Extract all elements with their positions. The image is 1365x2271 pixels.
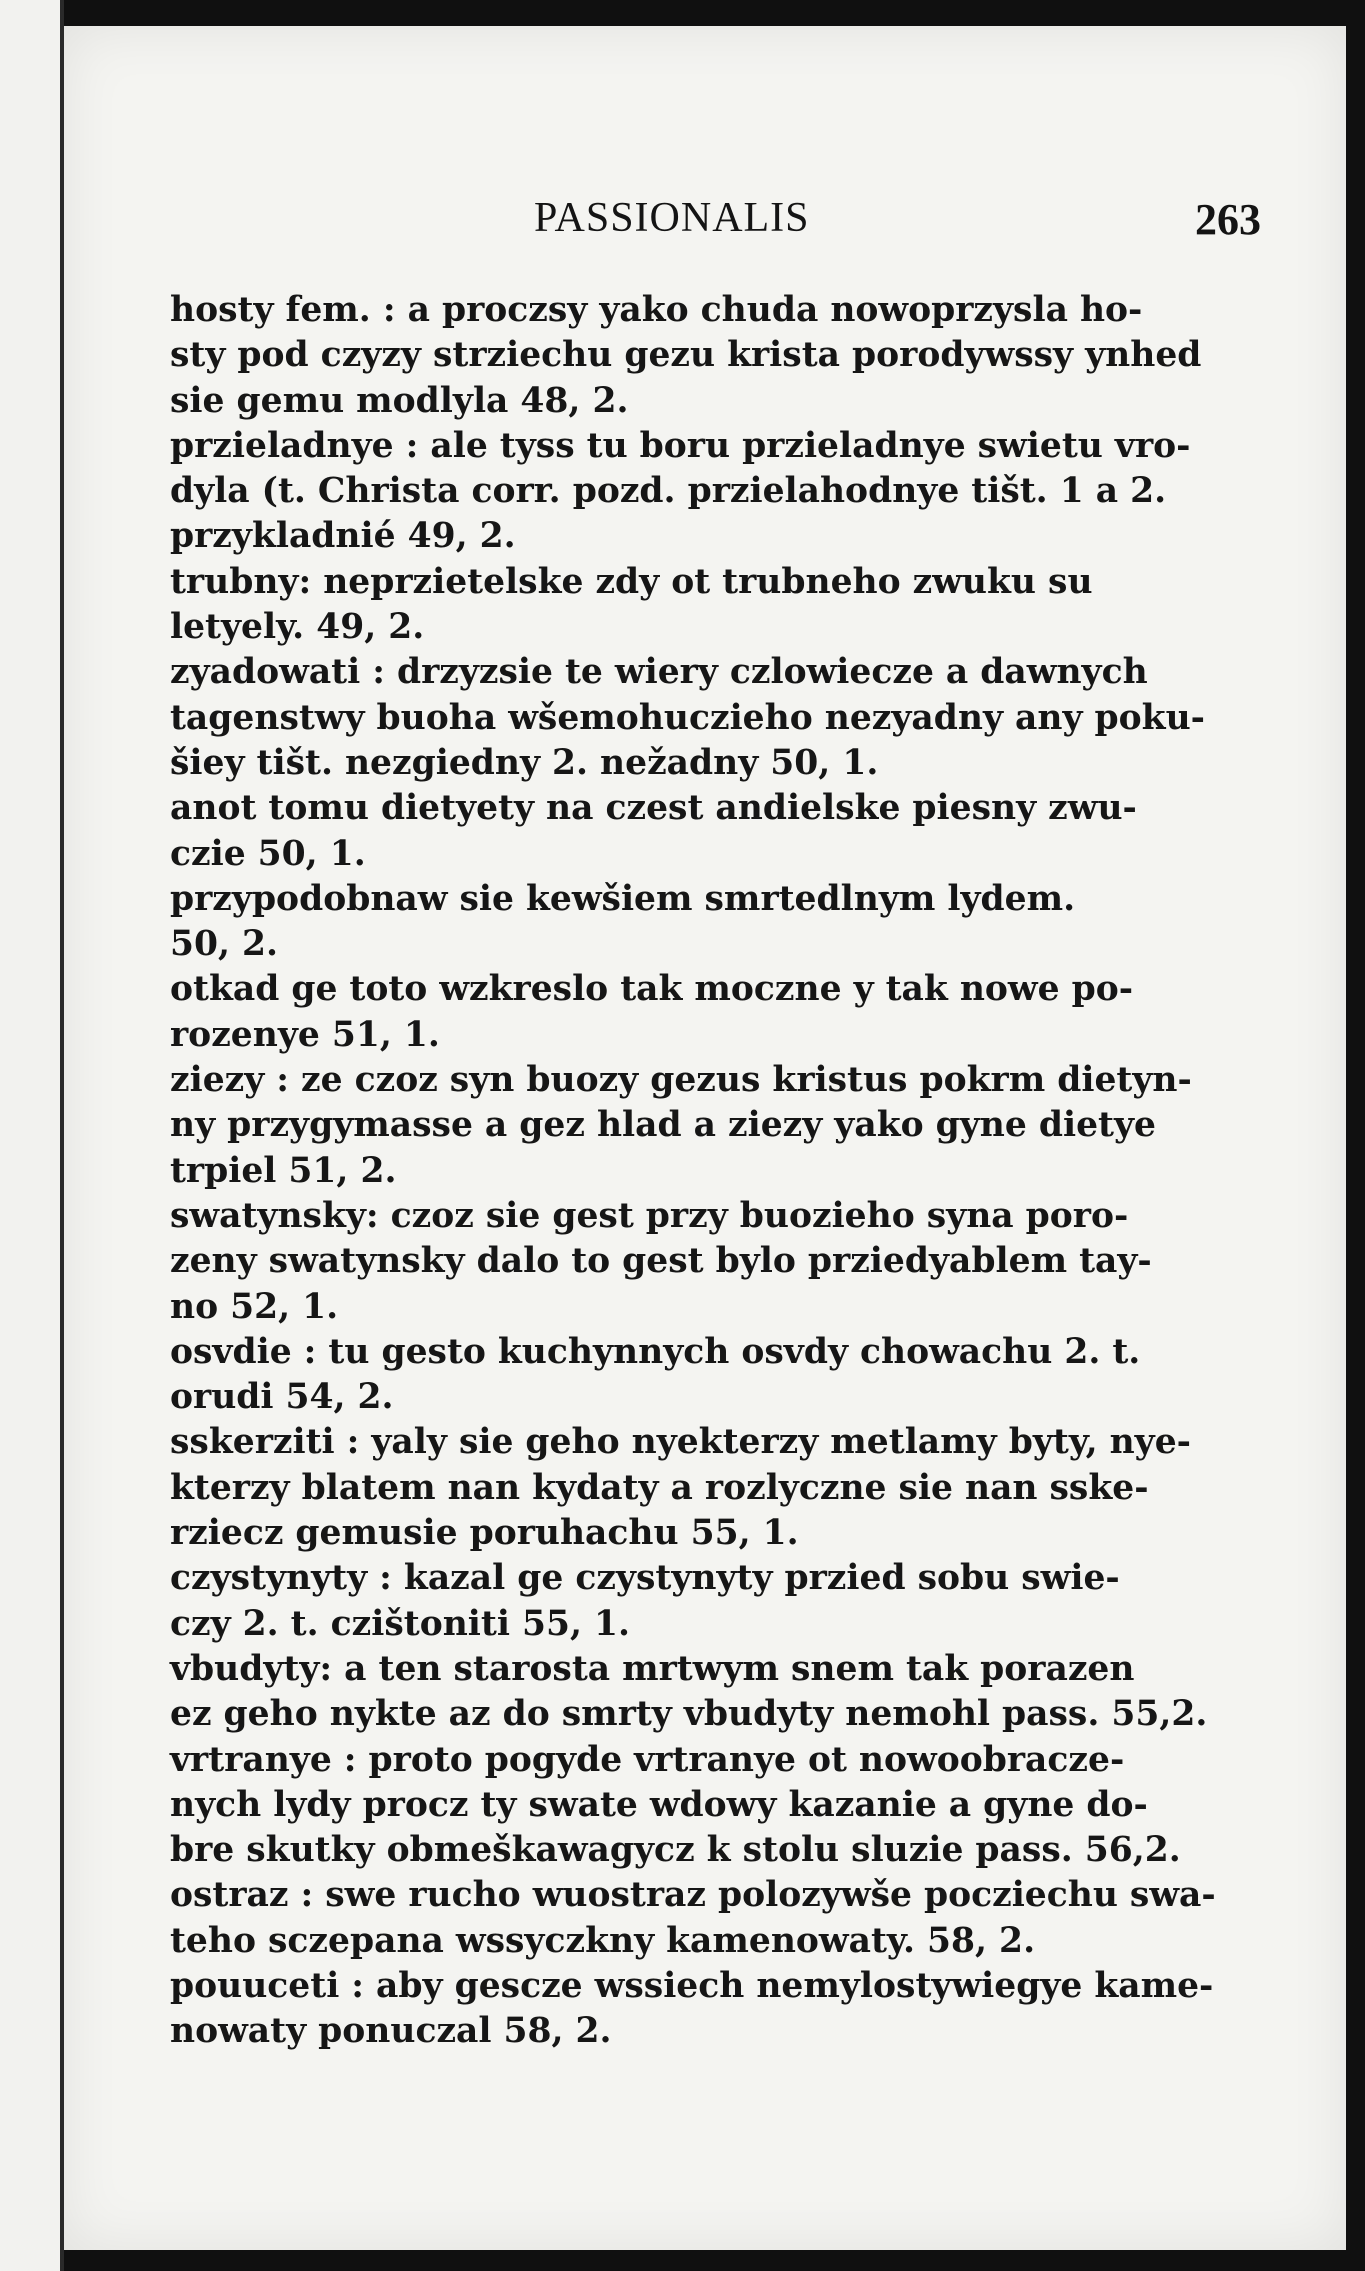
text-line: tagenstwy buoha wšemohuczieho nezyadny any poku-: [170, 697, 1205, 738]
text-line: zyadowati : drzyzsie te wiery czlowiecze a dawnych: [170, 652, 1148, 693]
text-line: hosty fem. : a proczsy yako chuda nowoprzysla ho-: [170, 290, 1143, 330]
text-line: orudi 54, 2.: [170, 1377, 394, 1418]
text-line: letyely. 49, 2.: [170, 607, 425, 648]
text-line: vrtranye : proto pogyde vrtranye ot nowoobracze-: [170, 1739, 1125, 1780]
text-line: teho sczepana wssyczkny kamenowaty. 58, 2.: [170, 1920, 1036, 1961]
text-line: sty pod czyzy strziechu gezu krista porodywssy ynhed: [170, 335, 1202, 376]
running-title: PASSIONALIS: [534, 195, 810, 241]
text-line: przypodobnaw sie kewšiem smrtedlnym lydem.: [170, 878, 1076, 919]
text-line: zeny swatynsky dalo to gest bylo prziedyablem tay-: [170, 1241, 1152, 1282]
text-line: ny przygymasse a gez hlad a ziezy yako gyne dietye: [170, 1105, 1156, 1146]
text-line: šiey tišt. nezgiedny 2. nežadny 50, 1.: [170, 742, 879, 783]
text-line: sskerziti : yaly sie geho nyekterzy metlamy byty, nye-: [170, 1422, 1191, 1463]
text-line: pouuceti : aby gescze wssiech nemylostywiegye kame-: [170, 1965, 1214, 2006]
text-line: osvdie : tu gesto kuchynnych osvdy chowachu 2. t.: [170, 1331, 1141, 1372]
text-line: rziecz gemusie poruhachu 55, 1.: [170, 1513, 799, 1554]
text-line: 50, 2.: [170, 924, 279, 965]
adjacent-page-edge: [0, 0, 64, 2271]
text-line: dyla (t. Christa corr. pozd. przielahodnye tišt. 1 a 2.: [170, 471, 1167, 512]
text-line: przieladnye : ale tyss tu boru przieladnye swietu vro-: [170, 425, 1191, 466]
text-line: vbudyty: a ten starosta mrtwym snem tak porazen: [170, 1648, 1135, 1689]
text-line: nych lydy procz ty swate wdowy kazanie a gyne do-: [170, 1784, 1148, 1825]
text-line: rozenye 51, 1.: [170, 1014, 440, 1055]
page-header: [64, 194, 1346, 254]
text-line: nowaty ponuczal 58, 2.: [170, 2011, 612, 2052]
book-page: [64, 26, 1346, 2250]
text-line: no 52, 1.: [170, 1286, 339, 1327]
text-line: sie gemu modlyla 48, 2.: [170, 380, 629, 421]
text-line: anot tomu dietyety na czest andielske piesny zwu-: [170, 788, 1137, 829]
text-line: bre skutky obmeškawagycz k stolu sluzie pass. 56,2.: [170, 1830, 1181, 1871]
page-number: 263: [1195, 195, 1261, 244]
text-line: czystynyty : kazal ge czystynyty przied sobu swie-: [170, 1558, 1120, 1599]
text-line: ez geho nykte az do smrty vbudyty nemohl pass. 55,2.: [170, 1694, 1208, 1735]
text-line: otkad ge toto wzkreslo tak moczne y tak nowe po-: [170, 969, 1134, 1010]
text-line: ostraz : swe rucho wuostraz polozywše pocziechu swa-: [170, 1875, 1216, 1916]
glossary-text: [170, 288, 1262, 2055]
text-line: ziezy : ze czoz syn buozy gezus kristus pokrm dietyn-: [170, 1060, 1192, 1101]
text-line: czie 50, 1.: [170, 833, 366, 874]
text-line: czy 2. t. czištoniti 55, 1.: [170, 1603, 631, 1644]
text-line: kterzy blatem nan kydaty a rozlyczne sie nan sske-: [170, 1467, 1149, 1508]
text-line: trubny: neprzietelske zdy ot trubneho zwuku su: [170, 561, 1093, 602]
text-line: swatynsky: czoz sie gest przy buozieho syna poro-: [170, 1195, 1129, 1236]
text-line: przykladnié 49, 2.: [170, 516, 516, 557]
text-line: trpiel 51, 2.: [170, 1150, 397, 1191]
